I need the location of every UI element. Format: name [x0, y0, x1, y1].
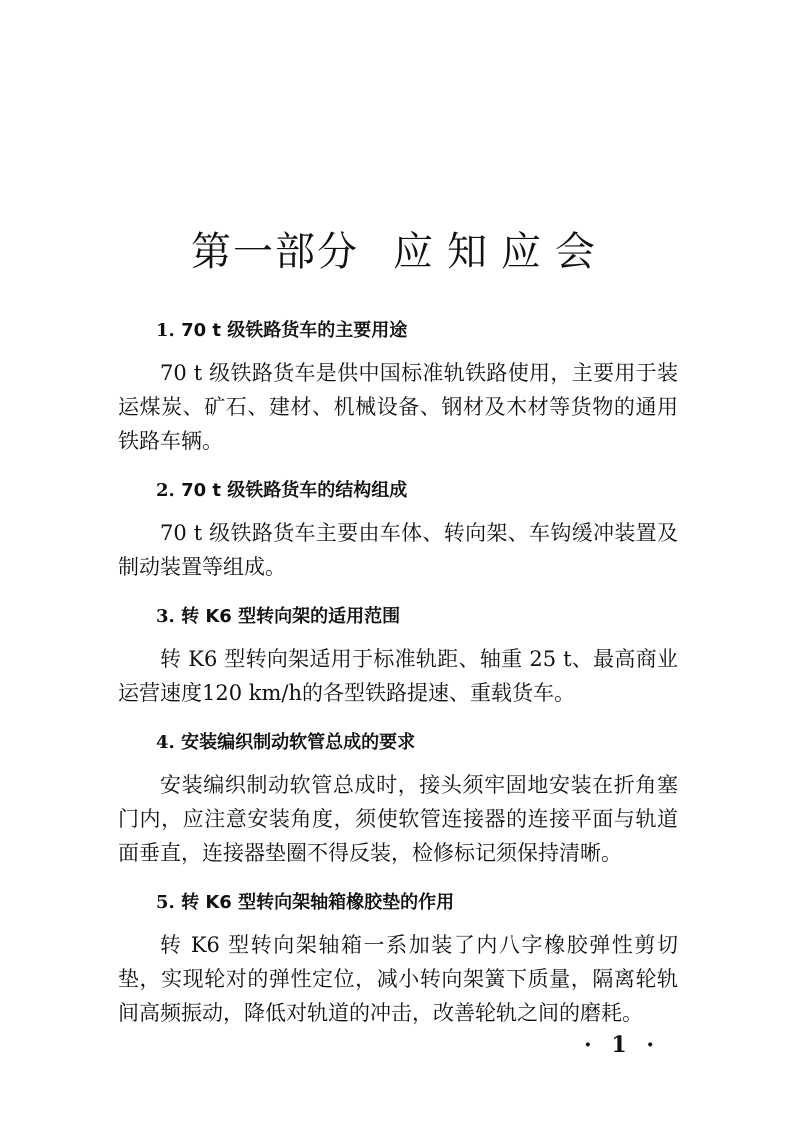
section-number: 2.: [156, 480, 175, 501]
page-number: · 1 ·: [584, 1032, 660, 1058]
section-4: [118, 730, 678, 870]
section-1: [118, 318, 678, 458]
content-body: [118, 318, 678, 1030]
section-number: 5.: [156, 892, 175, 913]
section-question: 安装编织制动软管总成的要求: [181, 732, 416, 753]
section-answer: 转 K6 型转向架适用于标准轨距、轴重 25 t、最高商业运营速度120 km/h的各型铁路提速、重载货车。: [118, 647, 678, 705]
section-question: 70 t 级铁路货车的主要用途: [181, 320, 408, 341]
section-answer: 安装编织制动软管总成时，接头须牢固地安装在折角塞门内，应注意安装角度，须使软管连接器的连接平面与轨道面垂直，连接器垫圈不得反装，检修标记须保持清晰。: [118, 773, 678, 865]
part-title: [0, 228, 800, 276]
section-number: 1.: [156, 320, 175, 341]
section-question: 转 K6 型转向架轴箱橡胶垫的作用: [181, 892, 455, 913]
section-5: [118, 890, 678, 1030]
section-2: [118, 478, 678, 584]
section-heading: [118, 318, 678, 344]
section-number: 3.: [156, 606, 175, 627]
section-3: [118, 604, 678, 710]
section-heading: [118, 730, 678, 756]
section-answer: 70 t 级铁路货车是供中国标准轨铁路使用，主要用于装运煤炭、矿石、建材、机械设备、钢材及木材等货物的通用铁路车辆。: [118, 361, 678, 453]
section-number: 4.: [156, 732, 175, 753]
section-heading: [118, 604, 678, 630]
section-question: 70 t 级铁路货车的结构组成: [181, 480, 408, 501]
section-heading: [118, 478, 678, 504]
section-answer: 转 K6 型转向架轴箱一系加装了内八字橡胶弹性剪切垫，实现轮对的弹性定位，减小转向架簧下质量，隔离轮轨间高频振动，降低对轨道的冲击，改善轮轨之间的磨耗。: [118, 933, 678, 1025]
section-question: 转 K6 型转向架的适用范围: [181, 606, 401, 627]
section-heading: [118, 890, 678, 916]
part-title-prefix: 第一部分: [191, 229, 359, 275]
section-answer: 70 t 级铁路货车主要由车体、转向架、车钩缓冲装置及制动装置等组成。: [118, 521, 678, 579]
part-title-name: 应知应会: [393, 229, 609, 275]
